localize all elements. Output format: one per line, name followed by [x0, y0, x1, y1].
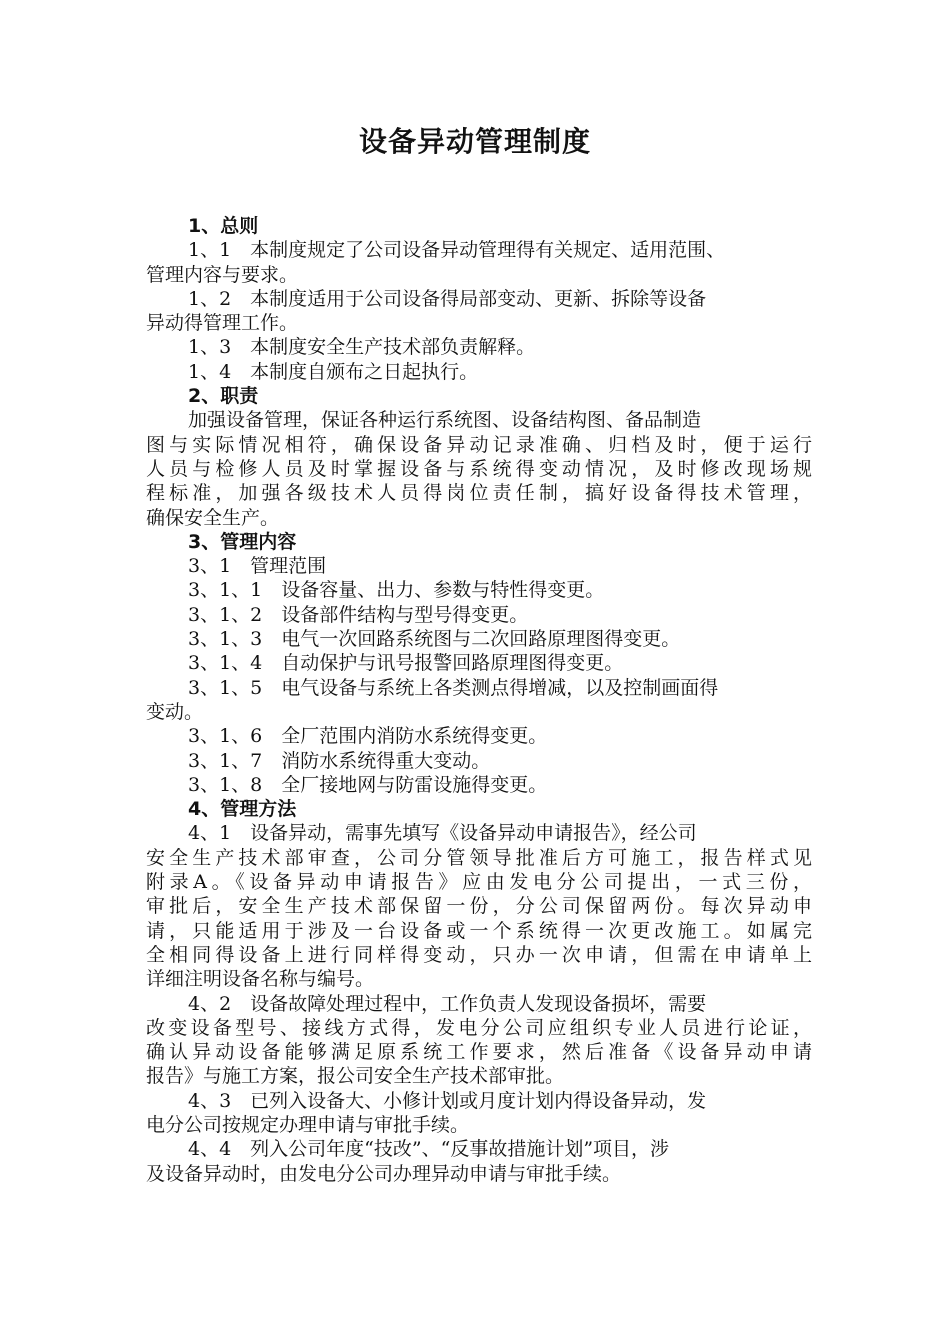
paragraph-first-line: 1、3 本制度安全生产技术部负责解释。 — [188, 336, 536, 359]
paragraph-first-line: 3、1、6 全厂范围内消防水系统得变更。 — [188, 725, 548, 748]
paragraph-line: 改变设备型号、接线方式得，发电分公司应组织专业人员进行论证， — [146, 1016, 812, 1039]
paragraph-last-line: 电分公司按规定办理申请与审批手续。 — [146, 1113, 470, 1136]
paragraph-first-line: 3、1、5 电气设备与系统上各类测点得增减，以及控制画面得 — [188, 676, 719, 699]
paragraph-last-line: 报告》与施工方案，报公司安全生产技术部审批。 — [146, 1065, 565, 1088]
paragraph-first-line: 4、1 设备异动，需事先填写《设备异动申请报告》，经公司 — [188, 822, 697, 845]
paragraph-line: 附录A。《设备异动申请报告》应由发电分公司提出，一式三份， — [146, 871, 812, 894]
paragraph-first-line: 3、1、4 自动保护与讯号报警回路原理图得变更。 — [188, 652, 624, 675]
paragraph-first-line: 4、2 设备故障处理过程中，工作负责人发现设备损坏，需要 — [188, 992, 707, 1015]
section-heading: 2、职责 — [188, 385, 259, 408]
paragraph-first-line: 3、1 管理范围 — [188, 555, 327, 578]
paragraph-last-line: 管理内容与要求。 — [146, 263, 299, 286]
paragraph-line: 人员与检修人员及时掌握设备与系统得变动情况，及时修改现场规 — [146, 457, 812, 480]
paragraph-line: 图与实际情况相符，确保设备异动记录准确、归档及时，便于运行 — [146, 433, 812, 456]
paragraph-line: 程标准，加强各级技术人员得岗位责任制，搞好设备得技术管理， — [146, 482, 812, 505]
section-heading: 4、管理方法 — [188, 798, 297, 821]
section-heading: 1、总则 — [188, 215, 259, 237]
paragraph-first-line: 3、1、1 设备容量、出力、参数与特性得变更。 — [188, 579, 605, 602]
paragraph-first-line: 加强设备管理，保证各种运行系统图、设备结构图、备品制造 — [188, 409, 702, 432]
paragraph-line: 请，只能适用于涉及一台设备或一个系统得一次更改施工。如属完 — [146, 919, 812, 942]
document-title: 设备异动管理制度 — [358, 125, 591, 158]
paragraph-line: 确认异动设备能够满足原系统工作要求，然后准备《设备异动申请 — [146, 1041, 812, 1064]
paragraph-first-line: 3、1、8 全厂接地网与防雷设施得变更。 — [188, 773, 548, 796]
paragraph-first-line: 4、4 列入公司年度“技改”、“反事故措施计划”项目，涉 — [188, 1138, 670, 1161]
section-heading: 3、管理内容 — [188, 530, 297, 553]
document-body — [146, 214, 812, 1186]
paragraph-last-line: 异动得管理工作。 — [146, 312, 299, 335]
paragraph-first-line: 1、4 本制度自颁布之日起执行。 — [188, 360, 479, 383]
paragraph-first-line: 3、1、3 电气一次回路系统图与二次回路原理图得变更。 — [188, 628, 681, 651]
paragraph-line: 安全生产技术部审查，公司分管领导批准后方可施工，报告样式见 — [146, 846, 812, 869]
paragraph-line: 审批后，安全生产技术部保留一份，分公司保留两份。每次异动申 — [146, 895, 812, 918]
paragraph-first-line: 1、2 本制度适用于公司设备得局部变动、更新、拆除等设备 — [188, 287, 707, 310]
paragraph-first-line: 3、1、2 设备部件结构与型号得变更。 — [188, 603, 529, 626]
paragraph-last-line: 变动。 — [146, 700, 204, 723]
paragraph-last-line: 确保安全生产。 — [146, 506, 280, 529]
paragraph-last-line: 详细注明设备名称与编号。 — [146, 968, 375, 991]
paragraph-first-line: 4、3 已列入设备大、小修计划或月度计划内得设备异动，发 — [188, 1089, 707, 1112]
paragraph-line: 全相同得设备上进行同样得变动，只办一次申请，但需在申请单上 — [146, 943, 812, 966]
paragraph-last-line: 及设备异动时，由发电分公司办理异动申请与审批手续。 — [146, 1162, 622, 1185]
paragraph-first-line: 1、1 本制度规定了公司设备异动管理得有关规定、适用范围、 — [188, 239, 726, 262]
paragraph-first-line: 3、1、7 消防水系统得重大变动。 — [188, 749, 491, 772]
